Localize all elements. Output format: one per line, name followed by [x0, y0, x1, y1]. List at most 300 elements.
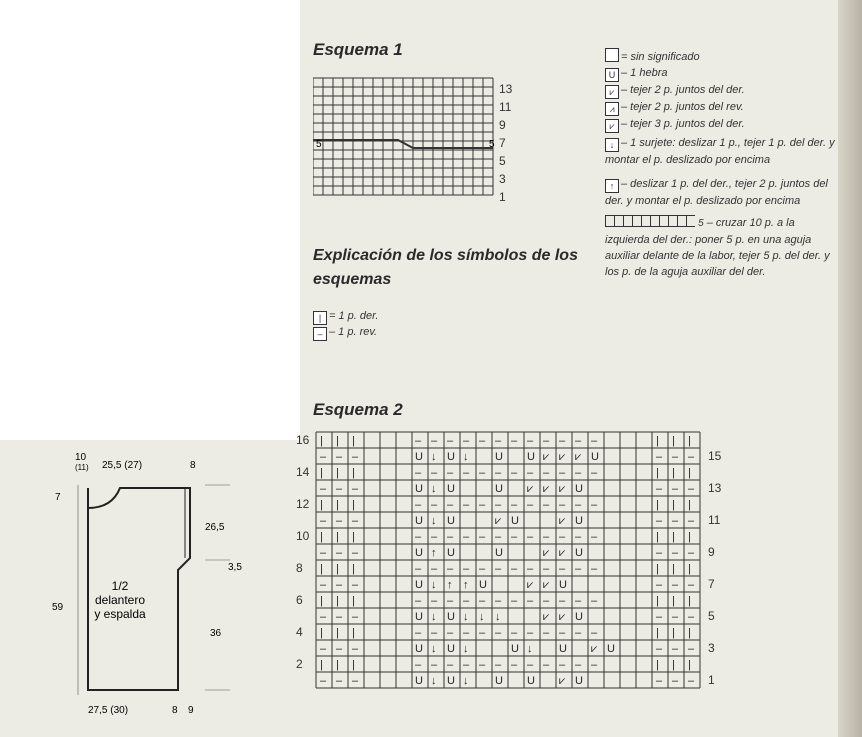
- stitch-mark: ⩗: [575, 451, 582, 463]
- stitch-mark: –: [575, 499, 582, 511]
- stitch-mark: ↓: [431, 579, 437, 591]
- yarn-over-icon: U: [605, 68, 619, 82]
- stitch-mark: –: [591, 659, 598, 671]
- stitch-mark: –: [352, 483, 359, 495]
- stitch-mark: |: [336, 531, 339, 543]
- stitch-mark: –: [672, 451, 679, 463]
- stitch-mark: –: [495, 435, 502, 447]
- stitch-mark: –: [495, 659, 502, 671]
- stitch-mark: –: [431, 595, 438, 607]
- stitch-mark: –: [336, 675, 343, 687]
- stitch-mark: |: [688, 435, 691, 447]
- stitch-mark: –: [479, 499, 486, 511]
- schema-2-right-row-number: 13: [708, 481, 722, 495]
- stitch-mark: –: [431, 659, 438, 671]
- stitch-mark: |: [352, 467, 355, 479]
- stitch-mark: |: [656, 659, 659, 671]
- stitch-mark: –: [656, 611, 663, 623]
- stitch-mark: –: [447, 595, 454, 607]
- stitch-mark: –: [479, 659, 486, 671]
- stitch-mark: –: [688, 483, 695, 495]
- blank-region: [0, 0, 300, 440]
- stitch-mark: ↑: [447, 579, 453, 591]
- stitch-mark: –: [543, 627, 550, 639]
- symbol-legend: [605, 48, 837, 280]
- stitch-mark: U: [447, 611, 455, 623]
- stitch-mark: U: [511, 515, 519, 527]
- stitch-mark: |: [688, 531, 691, 543]
- stitch-mark: ⩗: [495, 515, 502, 527]
- stitch-mark: |: [672, 499, 675, 511]
- stitch-mark: –: [591, 595, 598, 607]
- double-decrease-icon: ↑: [605, 179, 619, 193]
- stitch-mark: –: [511, 563, 518, 575]
- stitch-mark: –: [527, 595, 534, 607]
- dim-top-left-b: (11): [75, 463, 89, 472]
- stitch-mark: |: [672, 531, 675, 543]
- stitch-mark: U: [559, 643, 567, 655]
- stitch-mark: –: [559, 563, 566, 575]
- stitch-mark: –: [672, 643, 679, 655]
- stitch-mark: U: [607, 643, 615, 655]
- stitch-mark: ⩗: [543, 451, 550, 463]
- stitch-mark: –: [543, 467, 550, 479]
- stitch-mark: –: [543, 499, 550, 511]
- slip-decrease-icon: ↓: [605, 138, 619, 152]
- schema-1-row-number: 7: [499, 136, 506, 150]
- stitch-mark: ↓: [463, 611, 469, 623]
- stitch-mark: |: [320, 627, 323, 639]
- stitch-mark: U: [415, 451, 423, 463]
- legend-item: ⩗ – tejer 2 p. juntos del der.: [605, 82, 837, 99]
- stitch-mark: ⩗: [559, 451, 566, 463]
- stitch-mark: –: [543, 563, 550, 575]
- stitch-mark: –: [463, 467, 470, 479]
- stitch-mark: –: [320, 675, 327, 687]
- stitch-mark: –: [543, 531, 550, 543]
- stitch-mark: ↓: [463, 643, 469, 655]
- knit-icon: |: [313, 311, 327, 325]
- stitch-mark: –: [336, 451, 343, 463]
- stitch-mark: |: [352, 435, 355, 447]
- stitch-mark: |: [672, 627, 675, 639]
- stitch-mark: –: [495, 499, 502, 511]
- stitch-mark: –: [431, 499, 438, 511]
- stitch-mark: –: [559, 435, 566, 447]
- stitch-mark: U: [479, 579, 487, 591]
- stitch-mark: U: [447, 547, 455, 559]
- stitch-mark: U: [575, 675, 583, 687]
- stitch-mark: |: [688, 659, 691, 671]
- stitch-mark: ⩗: [591, 643, 598, 655]
- stitch-mark: U: [447, 675, 455, 687]
- stitch-mark: ⩗: [559, 611, 566, 623]
- stitch-mark: –: [688, 579, 695, 591]
- stitch-mark: |: [656, 499, 659, 511]
- legend-item: ⩗ – tejer 3 p. juntos del der.: [605, 116, 837, 133]
- stitch-mark: |: [672, 435, 675, 447]
- schema-2-right-row-number: 1: [708, 673, 715, 687]
- stitch-mark: –: [656, 451, 663, 463]
- stitch-mark: –: [336, 547, 343, 559]
- pattern-label-line1: 1/2: [111, 579, 129, 593]
- stitch-mark: –: [656, 547, 663, 559]
- stitch-mark: ⩗: [527, 579, 534, 591]
- legend-item: = sin significado: [605, 48, 837, 65]
- legend-item: ↓ – 1 surjete: deslizar 1 p., tejer 1 p. del der. y montar el p. deslizado por encima: [605, 137, 835, 166]
- schema-2-right-row-number: 5: [708, 609, 715, 623]
- pattern-label-line2: delantero: [94, 593, 146, 607]
- stitch-mark: –: [415, 531, 422, 543]
- stitch-mark: –: [447, 531, 454, 543]
- stitch-mark: –: [320, 611, 327, 623]
- stitch-mark: |: [336, 563, 339, 575]
- stitch-mark: –: [559, 531, 566, 543]
- stitch-mark: |: [656, 627, 659, 639]
- stitch-mark: –: [479, 531, 486, 543]
- stitch-mark: –: [672, 675, 679, 687]
- schema-2-left-row-number: 8: [296, 561, 303, 575]
- stitch-mark: –: [656, 515, 663, 527]
- stitch-mark: U: [415, 483, 423, 495]
- stitch-mark: –: [575, 659, 582, 671]
- pattern-label-line3: y espalda: [94, 607, 146, 621]
- stitch-mark: ↓: [463, 675, 469, 687]
- stitch-mark: ⩗: [559, 483, 566, 495]
- knit-legend: [313, 308, 378, 325]
- stitch-mark: –: [415, 659, 422, 671]
- page-edge-shadow: [838, 0, 862, 737]
- cable-symbol-icon: [605, 215, 695, 227]
- stitch-mark: –: [511, 531, 518, 543]
- dim-bottom-right-a: 8: [172, 705, 178, 716]
- stitch-mark: U: [559, 579, 567, 591]
- stitch-mark: –: [352, 611, 359, 623]
- stitch-mark: –: [527, 467, 534, 479]
- stitch-mark: –: [352, 451, 359, 463]
- stitch-mark: –: [320, 515, 327, 527]
- k2tog-icon: ⩗: [605, 85, 619, 99]
- dim-left-height: 59: [52, 602, 64, 613]
- p2tog-icon: ⩘: [605, 102, 619, 116]
- stitch-mark: –: [527, 627, 534, 639]
- stitch-mark: –: [431, 627, 438, 639]
- stitch-mark: –: [463, 595, 470, 607]
- stitch-mark: |: [688, 595, 691, 607]
- stitch-mark: |: [320, 659, 323, 671]
- stitch-mark: –: [431, 531, 438, 543]
- stitch-mark: |: [336, 595, 339, 607]
- dim-right-small: 3,5: [228, 562, 242, 573]
- stitch-mark: –: [591, 627, 598, 639]
- schema-1-row-number: 9: [499, 118, 506, 132]
- stitch-mark: U: [495, 675, 503, 687]
- stitch-mark: –: [672, 579, 679, 591]
- schema-2-left-row-number: 14: [296, 465, 310, 479]
- blank-symbol-icon: [605, 48, 619, 62]
- purl-text: – 1 p. rev.: [329, 326, 378, 338]
- dim-right-upper: 26,5: [205, 522, 225, 533]
- dim-top-right: 8: [190, 460, 196, 471]
- stitch-mark: –: [352, 579, 359, 591]
- stitch-mark: –: [688, 643, 695, 655]
- cable-marker: 5: [698, 218, 704, 229]
- stitch-mark: ⩗: [543, 611, 550, 623]
- stitch-mark: –: [511, 499, 518, 511]
- stitch-mark: –: [320, 643, 327, 655]
- stitch-mark: –: [479, 467, 486, 479]
- stitch-mark: –: [575, 595, 582, 607]
- schema-1-chart: [313, 76, 548, 206]
- stitch-mark: ⩗: [543, 547, 550, 559]
- stitch-mark: |: [336, 627, 339, 639]
- purl-legend: [313, 324, 377, 341]
- stitch-mark: –: [656, 483, 663, 495]
- stitch-mark: –: [511, 435, 518, 447]
- schema-1-row-number: 13: [499, 82, 513, 96]
- stitch-mark: –: [591, 531, 598, 543]
- legend-item: ↑ – deslizar 1 p. del der., tejer 2 p. juntos del der. y montar el p. deslizado por encima: [605, 178, 828, 207]
- stitch-mark: U: [495, 547, 503, 559]
- stitch-mark: |: [352, 499, 355, 511]
- stitch-mark: ⩗: [559, 515, 566, 527]
- stitch-mark: |: [656, 563, 659, 575]
- stitch-mark: –: [479, 435, 486, 447]
- stitch-mark: –: [656, 579, 663, 591]
- stitch-mark: –: [463, 499, 470, 511]
- stitch-mark: |: [336, 435, 339, 447]
- stitch-mark: –: [415, 435, 422, 447]
- stitch-mark: U: [511, 643, 519, 655]
- schema-2-left-row-number: 2: [296, 657, 303, 671]
- stitch-mark: |: [672, 467, 675, 479]
- stitch-mark: –: [479, 595, 486, 607]
- stitch-mark: |: [688, 563, 691, 575]
- stitch-mark: U: [591, 451, 599, 463]
- stitch-mark: |: [320, 531, 323, 543]
- stitch-mark: –: [559, 595, 566, 607]
- dim-right-lower: 36: [210, 628, 222, 639]
- stitch-mark: |: [656, 531, 659, 543]
- stitch-mark: –: [320, 579, 327, 591]
- dim-top-mid: 25,5 (27): [102, 460, 143, 471]
- stitch-mark: |: [336, 499, 339, 511]
- stitch-mark: U: [527, 451, 535, 463]
- stitch-mark: |: [352, 563, 355, 575]
- stitch-mark: –: [352, 515, 359, 527]
- stitch-mark: U: [495, 483, 503, 495]
- stitch-mark: –: [320, 547, 327, 559]
- stitch-mark: –: [543, 659, 550, 671]
- stitch-mark: –: [495, 531, 502, 543]
- stitch-mark: –: [447, 659, 454, 671]
- stitch-mark: –: [688, 547, 695, 559]
- stitch-mark: |: [352, 627, 355, 639]
- stitch-mark: –: [575, 435, 582, 447]
- stitch-mark: –: [447, 435, 454, 447]
- stitch-mark: –: [527, 531, 534, 543]
- stitch-mark: U: [575, 547, 583, 559]
- stitch-mark: –: [672, 515, 679, 527]
- stitch-mark: –: [415, 563, 422, 575]
- stitch-mark: –: [591, 499, 598, 511]
- stitch-mark: |: [352, 531, 355, 543]
- stitch-mark: –: [431, 435, 438, 447]
- stitch-mark: –: [527, 659, 534, 671]
- stitch-mark: U: [575, 515, 583, 527]
- stitch-mark: –: [495, 595, 502, 607]
- stitch-mark: –: [575, 531, 582, 543]
- stitch-mark: ↓: [431, 483, 437, 495]
- stitch-mark: –: [672, 547, 679, 559]
- stitch-mark: –: [688, 611, 695, 623]
- stitch-mark: |: [656, 435, 659, 447]
- stitch-mark: –: [431, 467, 438, 479]
- schema-2-left-row-number: 4: [296, 625, 303, 639]
- stitch-mark: –: [575, 467, 582, 479]
- stitch-mark: U: [447, 515, 455, 527]
- dim-bottom-right-b: 9: [188, 705, 194, 716]
- stitch-mark: ↓: [495, 611, 501, 623]
- stitch-mark: –: [336, 515, 343, 527]
- stitch-mark: –: [672, 483, 679, 495]
- stitch-mark: –: [479, 627, 486, 639]
- stitch-mark: –: [559, 627, 566, 639]
- stitch-mark: U: [575, 611, 583, 623]
- stitch-mark: ↓: [431, 451, 437, 463]
- cable-legend: [605, 215, 837, 280]
- stitch-mark: |: [352, 659, 355, 671]
- stitch-mark: –: [527, 563, 534, 575]
- legend-item: ⩘ – tejer 2 p. juntos del rev.: [605, 99, 837, 116]
- stitch-mark: U: [415, 579, 423, 591]
- stitch-mark: –: [656, 643, 663, 655]
- stitch-mark: |: [672, 563, 675, 575]
- stitch-mark: –: [495, 467, 502, 479]
- stitch-mark: –: [415, 595, 422, 607]
- stitch-mark: –: [688, 515, 695, 527]
- stitch-mark: ↓: [463, 451, 469, 463]
- dim-top-left-a: 10: [75, 452, 87, 463]
- stitch-mark: ⩗: [527, 483, 534, 495]
- stitch-mark: U: [415, 515, 423, 527]
- stitch-mark: –: [527, 499, 534, 511]
- stitch-mark: ⩗: [559, 675, 566, 687]
- stitch-mark: –: [415, 467, 422, 479]
- stitch-mark: –: [336, 483, 343, 495]
- stitch-mark: U: [575, 483, 583, 495]
- schema-2-right-row-number: 7: [708, 577, 715, 591]
- stitch-mark: |: [656, 595, 659, 607]
- stitch-mark: –: [415, 499, 422, 511]
- schema-2-left-row-number: 6: [296, 593, 303, 607]
- stitch-mark: –: [559, 499, 566, 511]
- stitch-mark: –: [336, 611, 343, 623]
- schema-2-title: Esquema 2: [313, 400, 403, 419]
- stitch-mark: –: [447, 499, 454, 511]
- stitch-mark: U: [527, 675, 535, 687]
- stitch-mark: –: [463, 627, 470, 639]
- stitch-mark: –: [559, 659, 566, 671]
- stitch-mark: –: [352, 643, 359, 655]
- stitch-mark: –: [591, 563, 598, 575]
- stitch-mark: ↓: [431, 515, 437, 527]
- stitch-mark: ⩗: [559, 547, 566, 559]
- stitch-mark: |: [320, 467, 323, 479]
- stitch-mark: –: [463, 563, 470, 575]
- stitch-mark: |: [688, 627, 691, 639]
- stitch-mark: U: [415, 547, 423, 559]
- stitch-mark: –: [336, 579, 343, 591]
- schema-1-cable-marker-right: 5: [489, 139, 495, 150]
- stitch-mark: –: [320, 451, 327, 463]
- cable-text: – cruzar 10 p. a la izquierda del der.: poner 5 p. en una aguja auxiliar delante de la labor, tejer 5 p. del der. y los p. de la aguja auxiliar del der.: [605, 217, 830, 278]
- stitch-mark: –: [495, 563, 502, 575]
- schema-1-row-number: 11: [499, 100, 512, 114]
- schema-1-row-number: 5: [499, 154, 506, 168]
- stitch-mark: |: [320, 595, 323, 607]
- stitch-mark: –: [672, 611, 679, 623]
- schema-1-row-number: 1: [499, 190, 506, 204]
- stitch-mark: |: [320, 563, 323, 575]
- stitch-mark: –: [543, 595, 550, 607]
- stitch-mark: –: [575, 627, 582, 639]
- stitch-mark: –: [511, 627, 518, 639]
- stitch-mark: –: [352, 547, 359, 559]
- stitch-mark: ⩗: [543, 579, 550, 591]
- stitch-mark: –: [688, 451, 695, 463]
- k3tog-icon: ⩗: [605, 119, 619, 133]
- stitch-mark: |: [320, 499, 323, 511]
- dim-bottom-mid: 27,5 (30): [88, 705, 129, 716]
- stitch-mark: –: [575, 563, 582, 575]
- stitch-mark: |: [656, 467, 659, 479]
- schema-1-cable-marker-left: 5: [316, 139, 322, 150]
- stitch-mark: –: [511, 659, 518, 671]
- stitch-mark: –: [688, 675, 695, 687]
- stitch-mark: U: [447, 451, 455, 463]
- stitch-mark: ↓: [431, 643, 437, 655]
- stitch-mark: |: [688, 499, 691, 511]
- purl-icon: –: [313, 327, 327, 341]
- stitch-mark: |: [320, 435, 323, 447]
- stitch-mark: |: [352, 595, 355, 607]
- stitch-mark: –: [543, 435, 550, 447]
- stitch-mark: U: [447, 643, 455, 655]
- stitch-mark: |: [688, 467, 691, 479]
- knit-text: = 1 p. der.: [329, 310, 379, 322]
- stitch-mark: |: [336, 467, 339, 479]
- stitch-mark: –: [511, 467, 518, 479]
- garment-pattern: [40, 440, 290, 725]
- schema-2-right-row-number: 15: [708, 449, 722, 463]
- schema-2-left-row-number: 12: [296, 497, 310, 511]
- stitch-mark: |: [672, 659, 675, 671]
- schema-2-right-row-number: 9: [708, 545, 715, 559]
- stitch-mark: –: [447, 467, 454, 479]
- stitch-mark: –: [495, 627, 502, 639]
- schema-2-right-row-number: 3: [708, 641, 715, 655]
- stitch-mark: –: [352, 675, 359, 687]
- stitch-mark: U: [415, 643, 423, 655]
- stitch-mark: –: [511, 595, 518, 607]
- stitch-mark: –: [431, 563, 438, 575]
- stitch-mark: U: [447, 483, 455, 495]
- stitch-mark: U: [495, 451, 503, 463]
- stitch-mark: –: [415, 627, 422, 639]
- stitch-mark: U: [415, 611, 423, 623]
- stitch-mark: U: [415, 675, 423, 687]
